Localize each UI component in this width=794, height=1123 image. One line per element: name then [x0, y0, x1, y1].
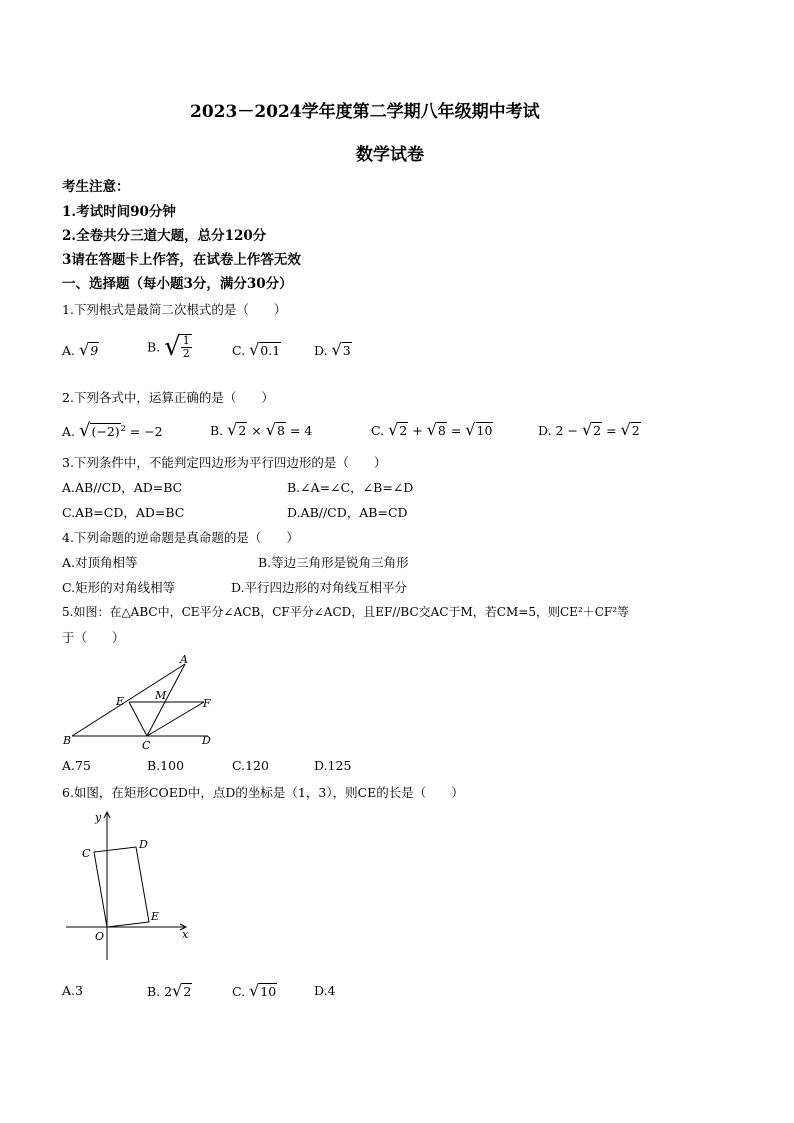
- radicand: 10: [476, 423, 493, 438]
- notice-item-1: 1.考试时间90分钟: [62, 204, 176, 220]
- radicand: 2: [183, 984, 192, 999]
- question-4-option-d: D.平行四边形的对角线互相平分: [231, 580, 408, 595]
- option-label: A.: [62, 424, 76, 439]
- operator: ×: [251, 423, 262, 438]
- radicand: 9: [90, 343, 99, 358]
- option-label: D.: [314, 343, 328, 358]
- question-1-option-b: B. √ $\frac{1}{2}$: [147, 332, 190, 362]
- question-1-option-a: A. √9: [62, 340, 99, 359]
- question-4-option-c: C.矩形的对角线相等: [62, 580, 176, 595]
- option-label: B.: [147, 984, 161, 999]
- question-5-option-d: D.125: [314, 758, 352, 773]
- option-label: C.: [232, 984, 246, 999]
- radicand: 8: [437, 423, 446, 438]
- label-b: B: [63, 734, 72, 747]
- question-1-stem: 1.下列根式是最简二次根式的是（ ）: [62, 302, 287, 317]
- question-5-figure: [60, 652, 230, 752]
- question-4-option-b: B.等边三角形是锐角三角形: [258, 555, 409, 570]
- fraction-denominator: 2: [182, 347, 190, 360]
- label-m: M: [155, 689, 167, 702]
- exponent: 2: [120, 423, 126, 433]
- radicand: 0.1: [260, 343, 281, 358]
- question-1-option-c: C. √0.1: [232, 340, 281, 359]
- line-ba: [72, 664, 185, 736]
- option-label: C.: [371, 423, 385, 438]
- lhs: 2 −: [555, 423, 578, 438]
- rhs: = 4: [289, 423, 313, 438]
- question-1-option-d: D. √3: [314, 340, 351, 359]
- radicand: 2: [593, 423, 602, 438]
- section-heading: 一、选择题（每小题3分，满分30分）: [62, 276, 293, 292]
- question-4-option-a: A.对顶角相等: [62, 555, 138, 570]
- radicand: 8: [276, 423, 285, 438]
- radicand: 2: [238, 423, 247, 438]
- label-y: y: [95, 811, 102, 824]
- question-4-stem: 4.下列命题的逆命题是真命题的是（ ）: [62, 530, 299, 545]
- question-6-option-c: C. √10: [232, 981, 277, 1000]
- label-c: C: [82, 847, 91, 860]
- option-label: B.: [147, 339, 161, 355]
- question-2-option-a: A. $√(-2)^2 = -2$: [62, 420, 163, 441]
- question-6-figure: [62, 805, 202, 965]
- coefficient: 2: [164, 984, 173, 999]
- question-6-stem: 6.如图，在矩形COED中，点D的坐标是（1，3），则CE的长是（ ）: [62, 785, 464, 800]
- radicand: 2: [399, 423, 408, 438]
- question-6-option-d: D.4: [314, 983, 336, 998]
- rhs: = −2: [129, 424, 163, 439]
- line-ec: [129, 702, 147, 736]
- option-label: A.: [62, 343, 76, 358]
- label-d: D: [202, 734, 211, 747]
- question-3-stem: 3.下列条件中，不能判定四边形为平行四边形的是（ ）: [62, 455, 387, 470]
- notice-item-2: 2.全卷共分三道大题，总分120分: [62, 228, 267, 244]
- rectangle-coed: [94, 847, 149, 927]
- label-e: E: [151, 910, 160, 923]
- equals: =: [606, 423, 617, 438]
- operator: +: [412, 423, 423, 438]
- label-x: x: [182, 928, 189, 941]
- radicand: 10: [260, 984, 277, 999]
- question-6-option-b: B. 2√2: [147, 981, 192, 1000]
- notice-heading: 考生注意：: [62, 179, 130, 195]
- question-5-option-c: C.120: [232, 758, 269, 773]
- question-3-option-a: A.AB//CD，AD=BC: [62, 480, 183, 495]
- notice-item-3: 3请在答题卡上作答，在试卷上作答无效: [62, 252, 301, 268]
- label-d: D: [139, 838, 148, 851]
- fraction-numerator: 1: [182, 334, 190, 347]
- question-5-option-b: B.100: [147, 758, 185, 773]
- question-5-option-a: A.75: [62, 758, 91, 773]
- radicand: 2: [631, 423, 640, 438]
- exam-subtitle: 数学试卷: [356, 145, 424, 165]
- question-2-option-c: C. √2 + √8 = √10: [371, 420, 493, 439]
- radicand: 3: [342, 343, 351, 358]
- equals: =: [450, 423, 462, 438]
- label-o: O: [95, 930, 105, 943]
- label-c: C: [142, 739, 151, 752]
- option-label: D.: [538, 423, 552, 438]
- question-3-option-c: C.AB=CD，AD=BC: [62, 505, 185, 520]
- radicand: (−2): [91, 424, 120, 439]
- label-e: E: [116, 695, 125, 708]
- question-3-option-d: D.AB//CD，AB=CD: [287, 505, 408, 520]
- question-5-stem-line-2: 于（ ）: [62, 630, 125, 645]
- question-3-option-b: B.∠A=∠C，∠B=∠D: [287, 480, 414, 495]
- question-2-option-b: B. √2 × √8 = 4: [210, 420, 313, 439]
- option-label: C.: [232, 343, 246, 358]
- option-label: B.: [210, 423, 224, 438]
- question-6-option-a: A.3: [62, 983, 83, 998]
- exam-title: 2023－2024学年度第二学期八年级期中考试: [190, 102, 540, 122]
- question-2-option-d: D. 2 − √2 = √2: [538, 420, 640, 439]
- question-2-stem: 2.下列各式中，运算正确的是（ ）: [62, 390, 274, 405]
- label-a: A: [180, 653, 188, 666]
- label-f: F: [203, 697, 211, 710]
- question-5-stem-line-1: 5.如图：在△ABC中，CE平分∠ACB，CF平分∠ACD，且EF//BC交AC于M，若CM=5，则CE²＋CF²等: [62, 605, 630, 619]
